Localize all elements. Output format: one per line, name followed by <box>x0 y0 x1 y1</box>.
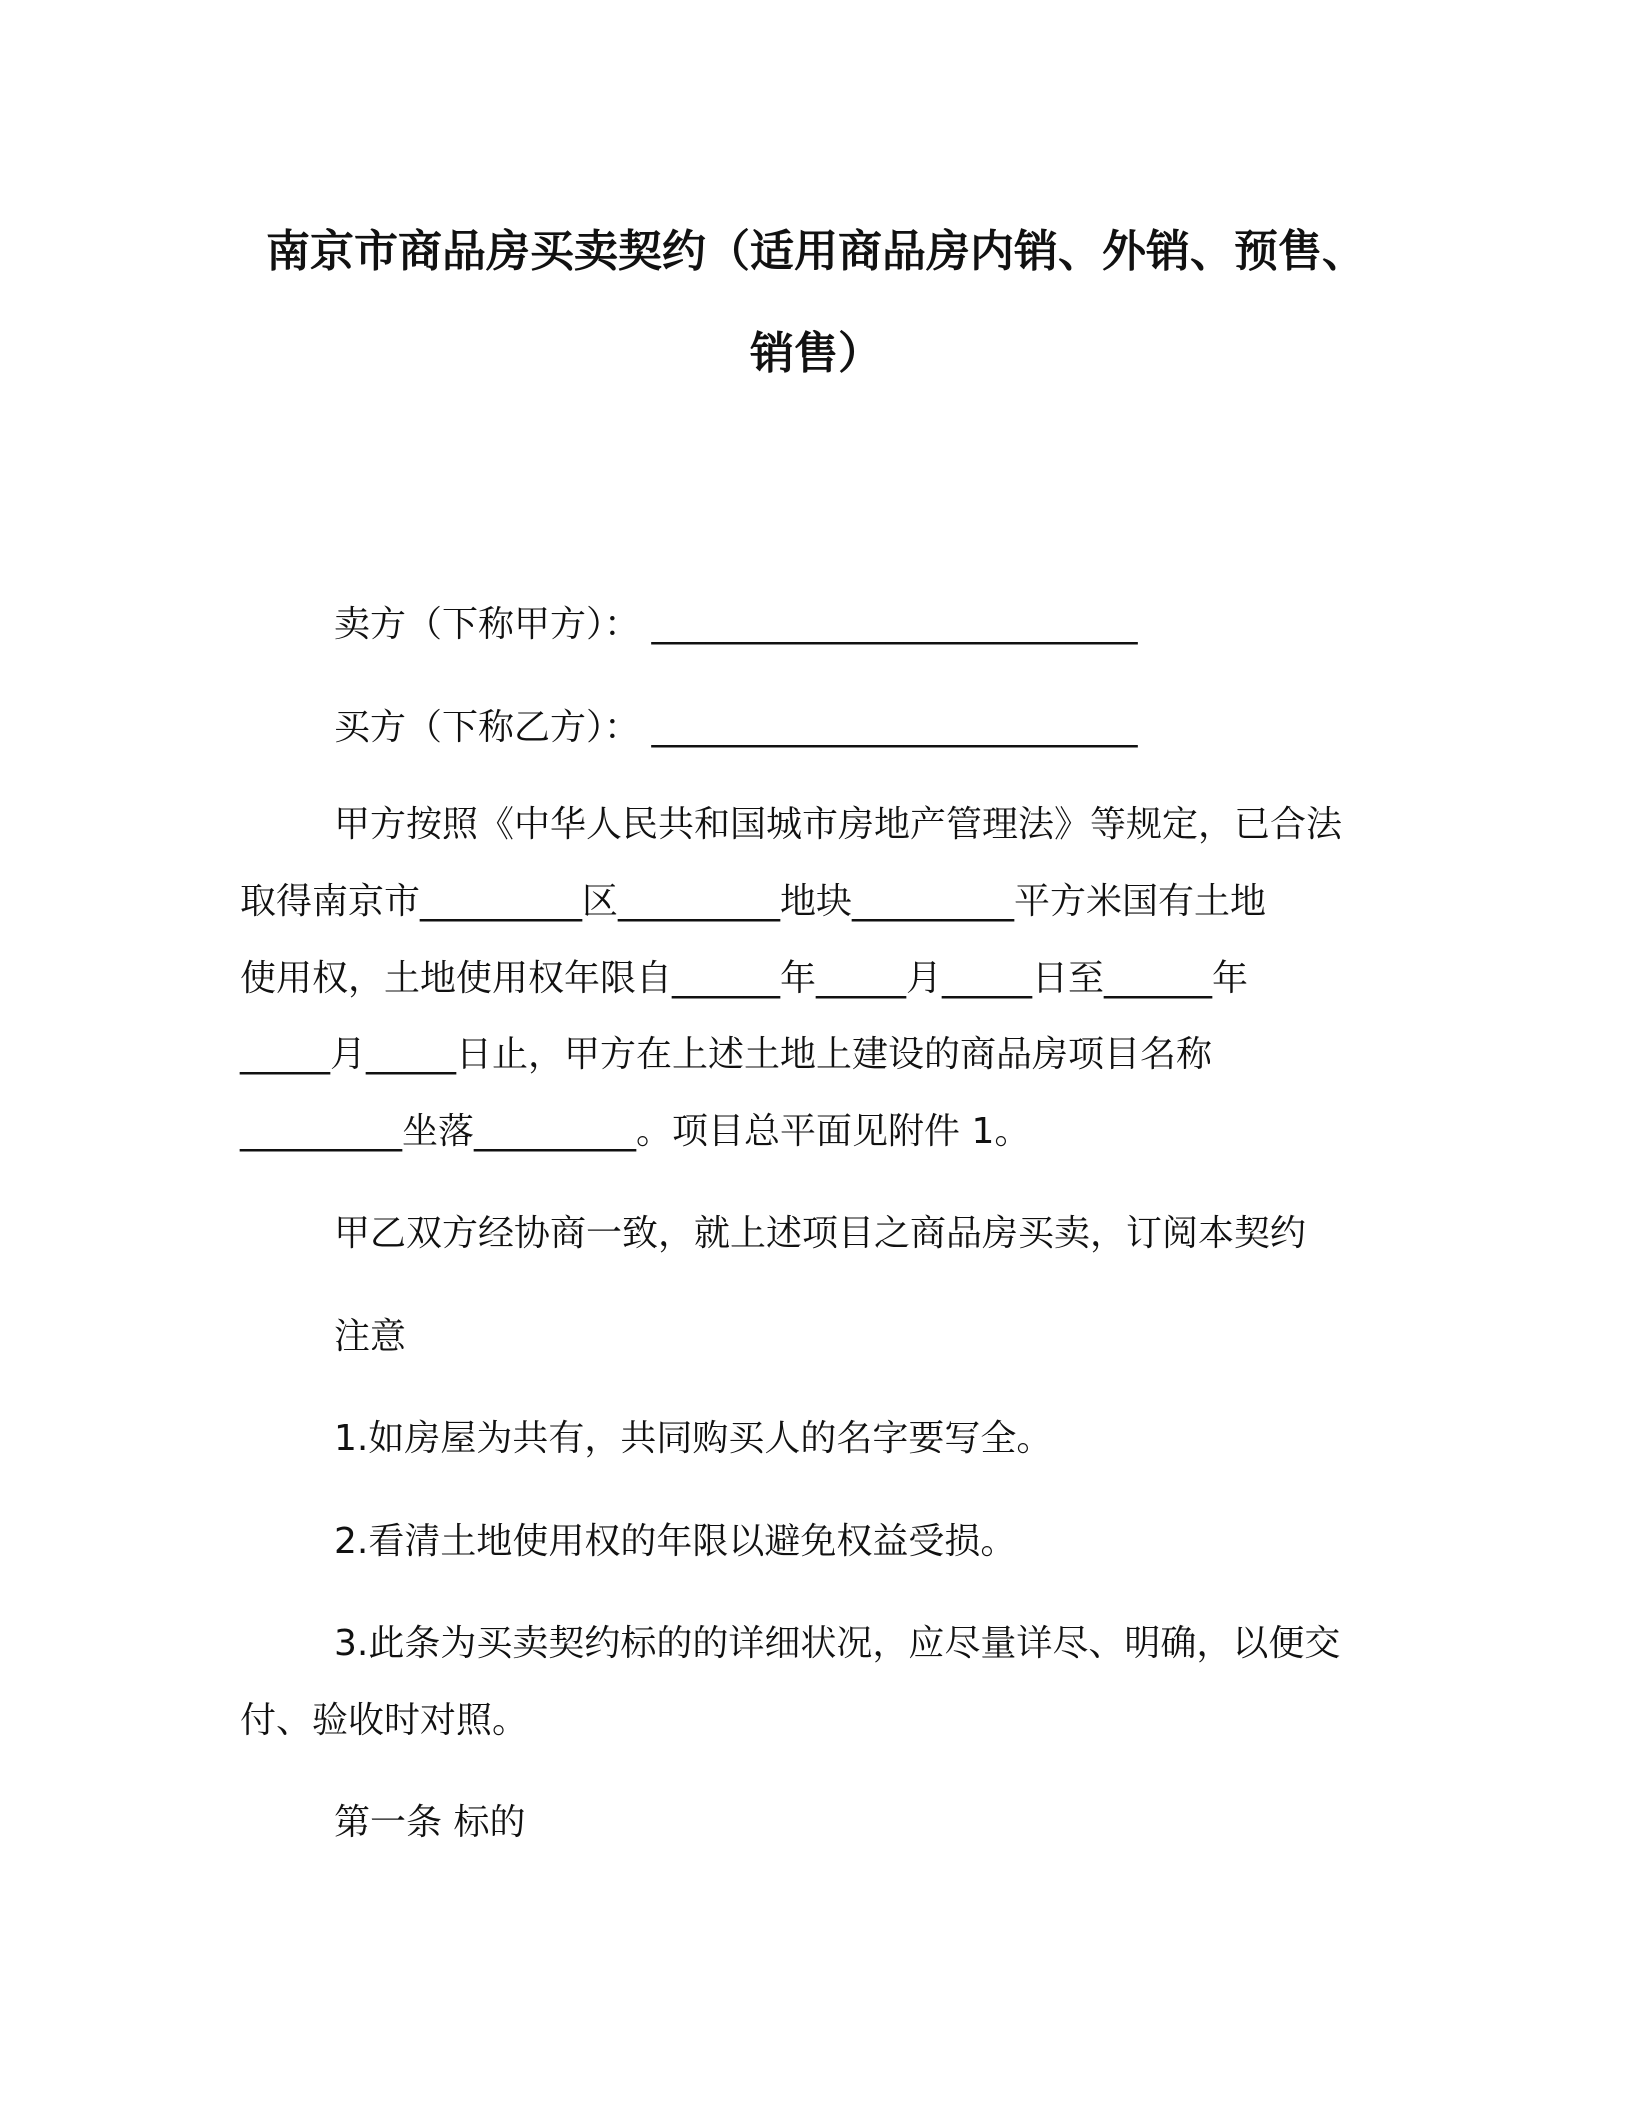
document-title-line-2: 销售） <box>750 328 882 379</box>
note-heading: 注意 <box>334 1316 407 1357</box>
note-item-3: 3.此条为买卖契约标的的详细状况，应尽量详尽、明确，以便交 <box>334 1623 1341 1664</box>
document-title-line-1: 南京市商品房买卖契约（适用商品房内销、外销、预售、 <box>266 226 1366 277</box>
paragraph-line: _____月_____日止，甲方在上述土地上建设的商品房项目名称 <box>240 1034 1213 1075</box>
article-1-heading: 第一条 标的 <box>334 1802 526 1843</box>
note-item-1: 1.如房屋为共有，共同购买人的名字要写全。 <box>334 1418 1053 1459</box>
paragraph-line: 甲方按照《中华人民共和国城市房地产管理法》等规定，已合法 <box>334 804 1343 845</box>
buyer-line: 买方（下称乙方）： ___________________________ <box>334 707 1138 748</box>
seller-line: 卖方（下称甲方）： ___________________________ <box>334 604 1138 645</box>
note-item-2: 2.看清土地使用权的年限以避免权益受损。 <box>334 1521 1017 1562</box>
note-item-3-continued: 付、验收时对照。 <box>240 1700 529 1741</box>
paragraph-line: 取得南京市_________区_________地块_________平方米国有土地 <box>240 881 1267 922</box>
agreement-line: 甲乙双方经协商一致，就上述项目之商品房买卖，订阅本契约 <box>334 1213 1307 1254</box>
paragraph-line: 使用权，土地使用权年限自______年_____月_____日至______年 <box>240 958 1249 999</box>
paragraph-line: _________坐落_________。项目总平面见附件 1。 <box>240 1111 1031 1152</box>
